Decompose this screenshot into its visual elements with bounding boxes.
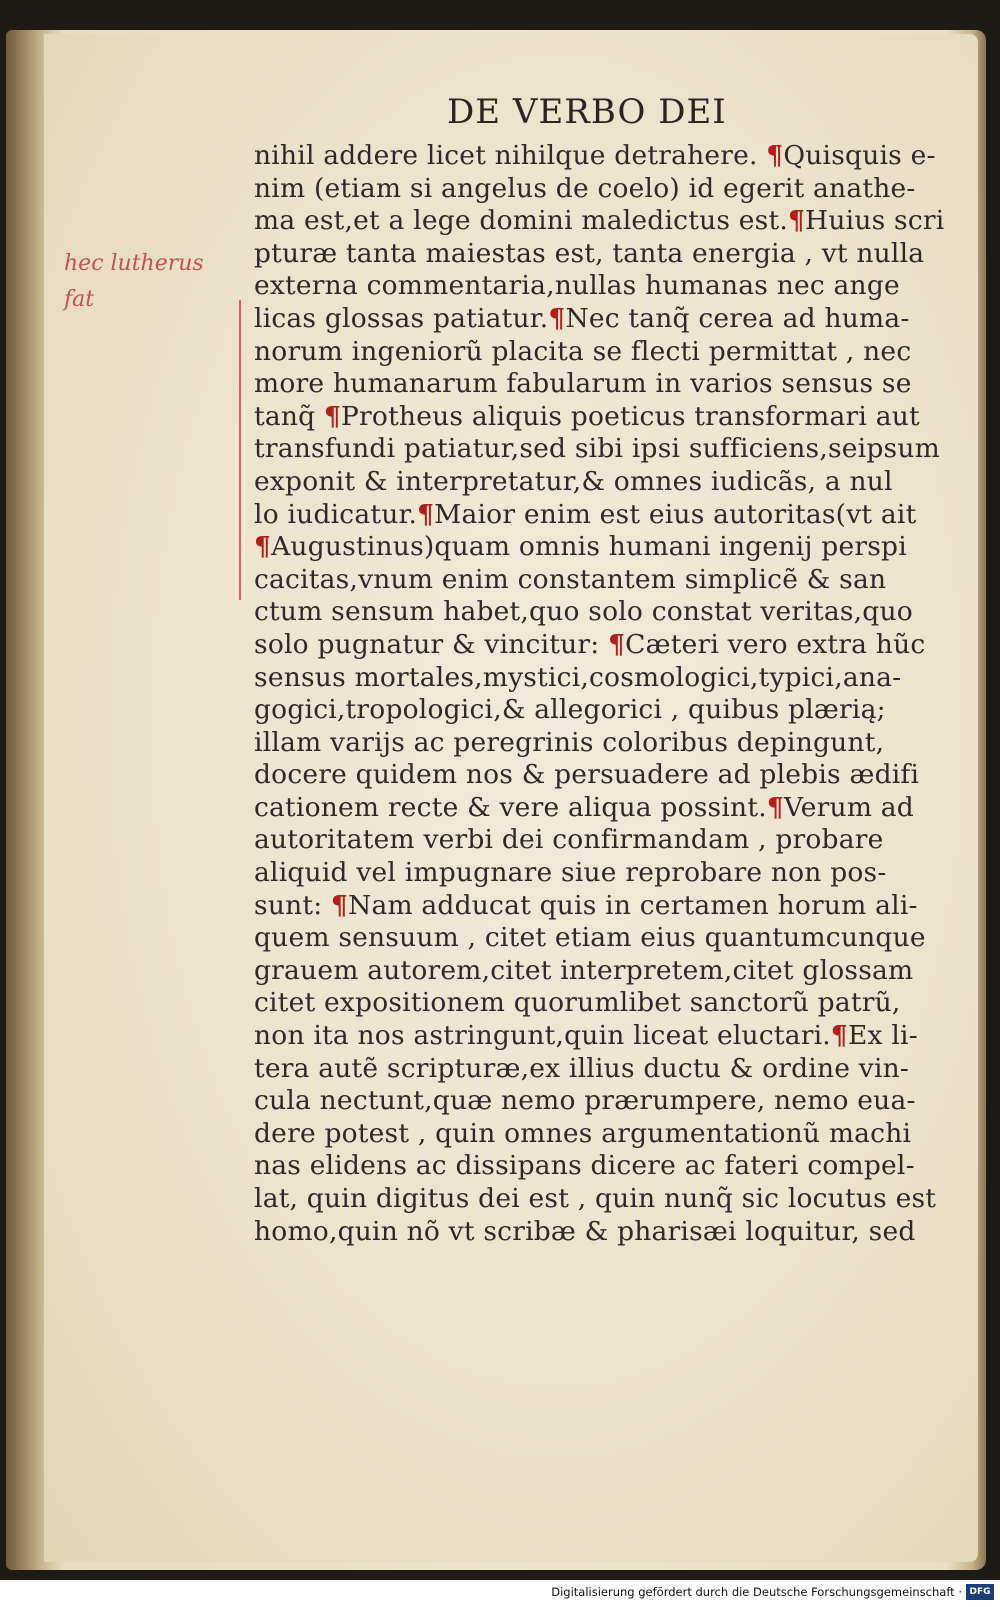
text-line: tanq ¶Protheus aliquis poeticus transformari aut — [254, 400, 920, 432]
text-line: quem sensuum , citet etiam eius quantumcunque — [254, 922, 926, 954]
margin-bracket — [239, 300, 245, 600]
text-line: autoritatem verbi dei confirmandam , probare — [254, 824, 884, 856]
text-line: non ita nos astringunt,quin liceat eluctari.¶Ex li- — [254, 1020, 918, 1052]
text-line: sunt: ¶Nam adducat quis in certamen horum ali- — [254, 889, 918, 921]
text-line: illam varijs ac peregrinis coloribus depingunt, — [254, 726, 885, 758]
dfg-logo: DFG — [966, 1584, 994, 1600]
text-line: nas elidens ac dissipans dicere ac fateri compel- — [254, 1150, 915, 1182]
text-line: sensus mortales,mystici,cosmologici,typici,ana- — [254, 661, 902, 693]
text-line: homo,quin nõ vt scribæ & pharisæi loquitur, sed — [254, 1215, 916, 1247]
text-line: aliquid vel impugnare siue reprobare non pos- — [254, 857, 887, 889]
text-line: cacitas,vnum enim constantem simplicẽ & san — [254, 563, 887, 595]
running-header — [447, 92, 727, 132]
text-line: nihil addere licet nihilque detrahere. ¶Quisquis e- — [254, 140, 936, 171]
header-word-dei: DEI — [658, 92, 727, 132]
text-line: docere quidem nos & persuadere ad plebis ædifi — [254, 759, 920, 791]
text-line: cula nectunt,quæ nemo prærumpere, nemo eua- — [254, 1085, 916, 1117]
text-line: tera autẽ scripturæ,ex illius ductu & ordine vin- — [254, 1052, 910, 1084]
text-line: grauem autorem,citet interpretem,citet glossam — [254, 954, 914, 986]
footer-bar — [0, 1580, 1000, 1607]
text-line: citet expositionem quorumlibet sanctorũ patrũ, — [254, 987, 901, 1019]
rubric-mark: ¶ — [766, 140, 784, 171]
rubric-mark: ¶ — [331, 889, 349, 921]
header-word-de: DE — [447, 92, 502, 132]
text-line: lat, quin digitus dei est , quin nunq sic locutus est — [254, 1183, 937, 1214]
rubric-mark: ¶ — [548, 302, 566, 334]
rubric-mark: ¶ — [254, 531, 272, 563]
text-line: cationem recte & vere aliqua possint.¶Verum ad — [254, 791, 914, 823]
rubric-mark: ¶ — [608, 628, 626, 660]
body-text — [254, 140, 944, 1248]
text-line: nim (etiam si angelus de coelo) id egerit anathe- — [254, 172, 916, 204]
header-word-verbo: VERBO — [512, 92, 647, 132]
text-line: lo iudicatur.¶Maior enim est eius autoritas(vt ait — [254, 498, 917, 530]
rubric-mark: ¶ — [830, 1020, 848, 1052]
text-line: ma est,et a lege domini maledictus est.¶Huius scri — [254, 205, 945, 237]
text-line: gogici,tropologici,& allegorici , quibus plærią; — [254, 694, 886, 726]
text-line: solo pugnatur & vincitur: ¶Cæteri vero extra hũc — [254, 628, 926, 660]
text-line: ctum sensum habet,quo solo constat veritas,quo — [254, 596, 913, 628]
rubric-mark: ¶ — [417, 498, 435, 530]
text-line: externa commentaria,nullas humanas nec ange — [254, 270, 900, 302]
marginal-annotation — [64, 246, 234, 318]
text-line: more humanarum fabularum in varios sensus se — [254, 368, 912, 400]
rubric-mark: ¶ — [787, 205, 806, 237]
text-line: licas glossas patiatur.¶Nec tanq cerea ad huma- — [254, 302, 910, 334]
text-line: norum ingeniorũ placita se flecti permittat , nec — [254, 335, 912, 367]
text-line: transfundi patiatur,sed sibi ipsi sufficiens,seipsum — [254, 433, 940, 465]
rubric-mark: ¶ — [323, 400, 341, 432]
margin-note-line: fat — [64, 287, 95, 312]
funding-notice: Digitalisierung gefördert durch die Deutsche Forschungsgemeinschaft · — [551, 1585, 962, 1599]
text-line: exponit & interpretatur,& omnes iudicãs, a nul — [254, 465, 893, 497]
margin-note-line: hec lutherus — [64, 251, 204, 276]
text-line: dere potest , quin omnes argumentationũ machi — [254, 1117, 912, 1149]
rubric-mark: ¶ — [766, 791, 784, 823]
text-line: pturæ tanta maiestas est, tanta energia , vt nulla — [254, 237, 925, 269]
text-line: ¶Augustinus)quam omnis humani ingenij perspi — [254, 531, 907, 563]
